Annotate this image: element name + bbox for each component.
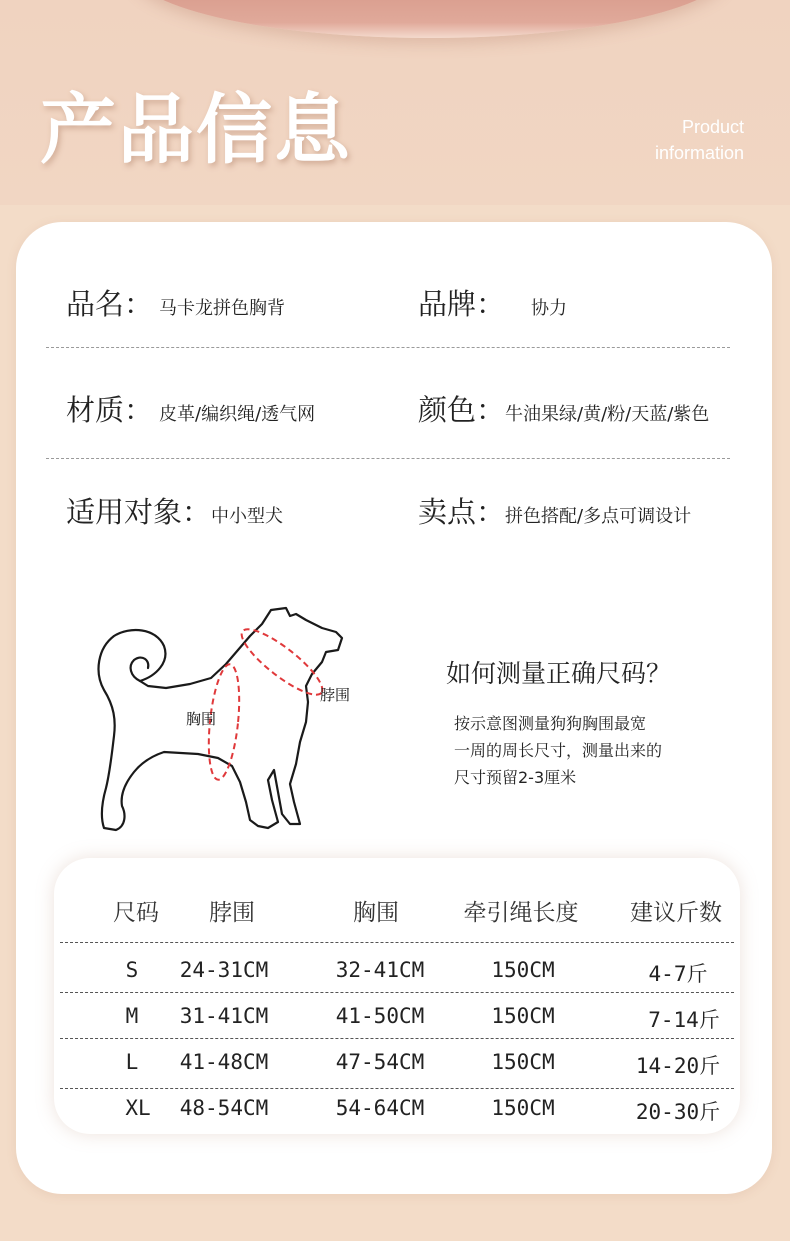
page-subtitle-en: [655, 114, 744, 166]
product-info-card: [16, 222, 772, 1194]
table-cell: 41-50CM: [335, 1004, 425, 1028]
measure-desc-line: 一周的周长尺寸，测量出来的: [454, 741, 663, 760]
measure-title: 如何测量正确尺码？: [446, 659, 672, 688]
col-header-chest: 胸围: [353, 900, 399, 926]
col-header-weight: 建议斤数: [630, 900, 722, 926]
col-header-size: 尺码: [113, 900, 159, 926]
table-divider: [60, 942, 734, 943]
info-label: 卖点：: [418, 495, 506, 529]
info-value: 皮革/编织绳/透气网: [159, 404, 316, 425]
info-label: 品牌：: [418, 287, 506, 321]
table-divider: [60, 992, 734, 993]
info-value: 协力: [531, 298, 568, 319]
table-cell: 41-48CM: [179, 1050, 269, 1074]
table-cell: L: [125, 1050, 139, 1074]
info-value: 牛油果绿/黄/粉/天蓝/紫色: [505, 404, 710, 425]
info-row-1: [66, 282, 756, 322]
table-cell: 24-31CM: [179, 958, 269, 982]
table-cell: 7-14斤: [648, 1008, 720, 1032]
dog-silhouette: [99, 608, 342, 830]
info-row-2: [66, 388, 756, 428]
table-cell: 54-64CM: [335, 1096, 425, 1120]
measure-desc-line: 尺寸预留2-3厘米: [454, 768, 577, 787]
table-cell: 20-30斤: [635, 1100, 721, 1124]
info-label: 适用对象：: [66, 495, 212, 529]
info-value: 马卡龙拼色胸背: [159, 298, 286, 319]
info-item-target: [66, 490, 283, 531]
col-header-neck: 脖围: [209, 900, 255, 926]
col-header-leash: 牵引绳长度: [463, 900, 579, 926]
table-cell: S: [125, 958, 139, 982]
neck-label: 脖围: [320, 686, 351, 704]
table-cell: 31-41CM: [179, 1004, 269, 1028]
table-cell: 4-7斤: [648, 962, 708, 986]
divider: [46, 458, 730, 459]
info-item-color: [418, 388, 709, 429]
info-value: 拼色搭配/多点可调设计: [505, 506, 692, 527]
table-cell: XL: [125, 1096, 151, 1120]
table-cell: 47-54CM: [335, 1050, 425, 1074]
subtitle-line-1: Product: [681, 117, 744, 137]
table-cell: 14-20斤: [635, 1054, 721, 1078]
chest-label: 胸围: [186, 710, 217, 728]
info-item-brand: [418, 282, 567, 323]
info-label: 材质：: [66, 393, 154, 427]
info-item-selling-point: [418, 490, 691, 531]
page-title: 产品信息: [40, 85, 352, 174]
measure-desc-line: 按示意图测量狗狗胸围最宽: [454, 714, 647, 733]
table-cell: M: [125, 1004, 139, 1028]
info-label: 颜色：: [418, 393, 506, 427]
info-item-material: [66, 388, 315, 429]
table-cell: 32-41CM: [335, 958, 425, 982]
table-divider: [60, 1088, 734, 1089]
size-table: [54, 858, 740, 1134]
table-cell: 48-54CM: [179, 1096, 269, 1120]
table-cell: 150CM: [491, 958, 555, 982]
measure-description: [454, 710, 714, 791]
info-label: 品名：: [66, 287, 154, 321]
info-row-3: [66, 490, 756, 530]
subtitle-line-2: information: [654, 143, 744, 163]
info-item-name: [66, 282, 285, 323]
table-divider: [60, 1038, 734, 1039]
table-cell: 150CM: [491, 1096, 555, 1120]
table-cell: 150CM: [491, 1050, 555, 1074]
divider: [46, 347, 730, 348]
dog-measurement-diagram: [86, 602, 386, 842]
table-cell: 150CM: [491, 1004, 555, 1028]
info-value: 中小型犬: [211, 506, 284, 527]
